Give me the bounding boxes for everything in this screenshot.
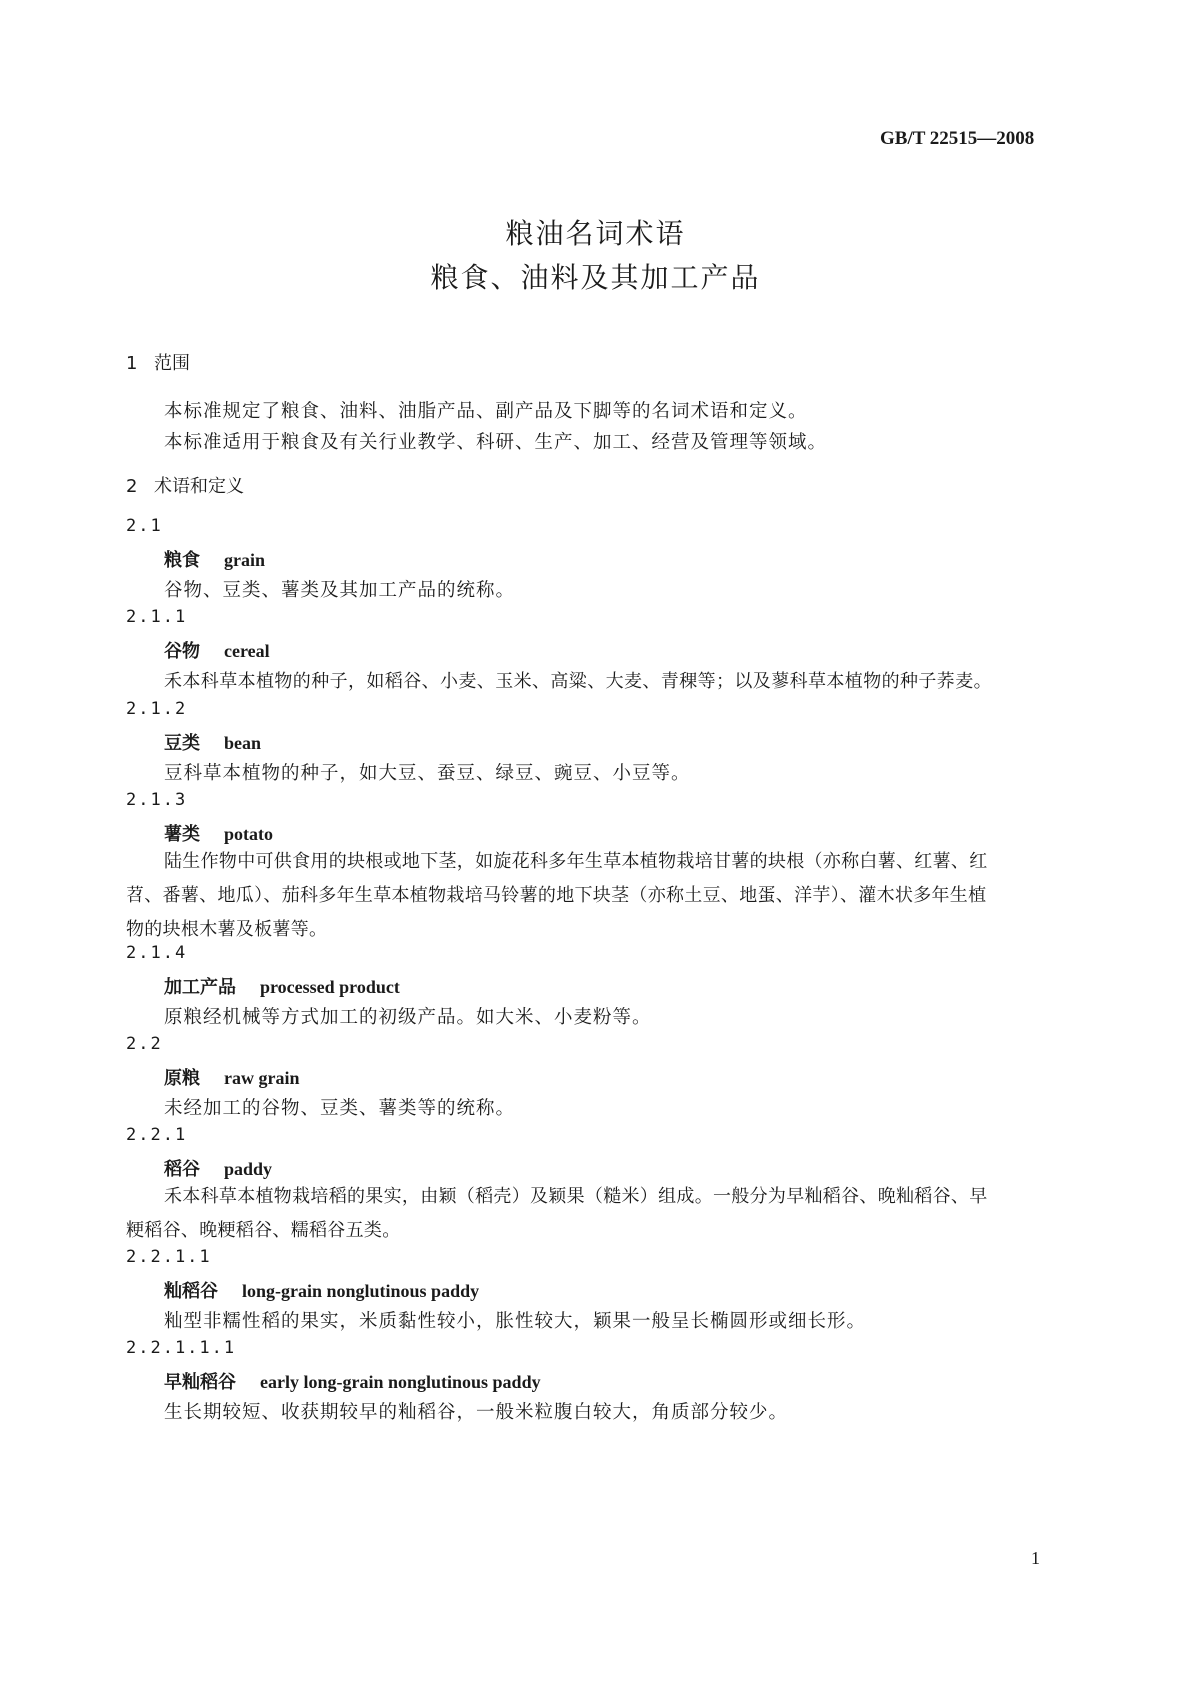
term-heading [164, 1155, 272, 1181]
term-heading [164, 820, 273, 846]
scope-paragraph-1: 本标准规定了粮食、油料、油脂产品、副产品及下脚等的名词术语和定义。 [164, 401, 808, 422]
term-definition: 未经加工的谷物、豆类、薯类等的统称。 [164, 1098, 516, 1119]
term-definition: 豆科草本植物的种子，如大豆、蚕豆、绿豆、豌豆、小豆等。 [164, 763, 691, 784]
term-definition: 生长期较短、收获期较早的籼稻谷，一般米粒腹白较大，角质部分较少。 [164, 1402, 789, 1423]
term-english: bean [224, 733, 262, 753]
entry-number: 2.2.1.1.1 [126, 1338, 237, 1358]
term-english: early long-grain nonglutinous paddy [260, 1372, 541, 1392]
term-heading [164, 637, 270, 663]
section-heading-scope [126, 349, 190, 375]
term-heading [164, 1277, 479, 1303]
term-english: raw grain [224, 1068, 300, 1088]
document-title: 粮油名词术语 [505, 217, 686, 250]
entry-number: 2.1.2 [126, 699, 188, 719]
term-heading [164, 1368, 541, 1394]
entry-number: 2.2.1 [126, 1125, 188, 1145]
term-english: potato [224, 824, 273, 844]
document-subtitle: 粮食、油料及其加工产品 [430, 261, 761, 294]
term-chinese: 稻谷 [164, 1159, 200, 1180]
term-definition: 禾本科草本植物的种子，如稻谷、小麦、玉米、高粱、大麦、青稞等；以及蓼科草本植物的种子荞麦。 [164, 671, 992, 692]
section-heading-terms [126, 472, 244, 498]
scope-paragraph-2: 本标准适用于粮食及有关行业教学、科研、生产、加工、经营及管理等领域。 [164, 432, 828, 453]
term-chinese: 加工产品 [164, 977, 236, 998]
section-title: 范围 [154, 353, 190, 374]
term-english: cereal [224, 641, 270, 661]
term-heading [164, 729, 261, 755]
term-english: long-grain nonglutinous paddy [242, 1281, 480, 1301]
term-chinese: 早籼稻谷 [164, 1372, 236, 1393]
term-chinese: 粮食 [164, 550, 200, 571]
term-chinese: 谷物 [164, 641, 200, 662]
section-number: 1 [126, 353, 138, 374]
entry-number: 2.1.1 [126, 607, 188, 627]
entry-number: 2.1 [126, 516, 163, 536]
term-chinese: 豆类 [164, 733, 200, 754]
term-english: grain [224, 550, 266, 570]
term-chinese: 籼稻谷 [164, 1281, 218, 1302]
term-heading [164, 546, 265, 572]
term-definition: 原粮经机械等方式加工的初级产品。如大米、小麦粉等。 [164, 1007, 652, 1028]
entry-number: 2.1.3 [126, 790, 188, 810]
section-number: 2 [126, 476, 138, 497]
term-definition: 禾本科草本植物栽培稻的果实，由颖（稻壳）及颖果（糙米）组成。一般分为早籼稻谷、晚籼稻谷、早粳稻谷、晚粳稻谷、糯稻谷五类。 [126, 1186, 988, 1241]
entry-number: 2.1.4 [126, 943, 188, 963]
term-definition: 籼型非糯性稻的果实，米质黏性较小，胀性较大，颖果一般呈长椭圆形或细长形。 [164, 1311, 867, 1332]
term-heading [164, 1064, 300, 1090]
term-heading [164, 973, 400, 999]
entry-number: 2.2.1.1 [126, 1247, 212, 1267]
term-chinese: 薯类 [164, 824, 200, 845]
page-number: 1 [1031, 1548, 1040, 1568]
term-english: processed product [260, 977, 400, 997]
standard-code: GB/T 22515—2008 [880, 128, 1035, 149]
term-chinese: 原粮 [164, 1068, 200, 1089]
entry-number: 2.2 [126, 1034, 163, 1054]
section-title: 术语和定义 [154, 476, 244, 497]
term-definition: 谷物、豆类、薯类及其加工产品的统称。 [164, 580, 516, 601]
term-definition: 陆生作物中可供食用的块根或地下茎，如旋花科多年生草本植物栽培甘薯的块根（亦称白薯、红薯、红苕、番薯、地瓜）、茄科多年生草本植物栽培马铃薯的地下块茎（亦称土豆、地蛋、洋芋）、灌木状多年生植物的块根木薯及板薯等。 [126, 851, 988, 940]
term-english: paddy [224, 1159, 273, 1179]
